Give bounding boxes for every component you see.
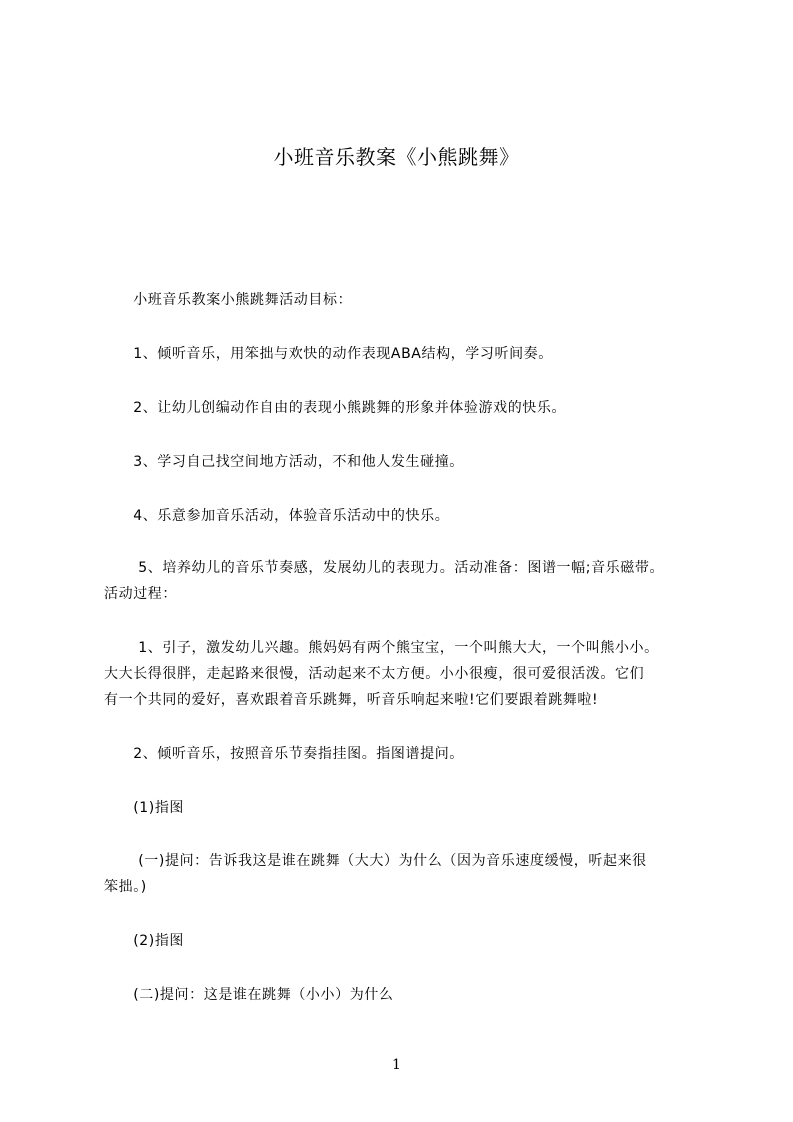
paragraph-line: 3、学习自己找空间地方活动，不和他人发生碰撞。 <box>104 454 464 470</box>
paragraph-line: 2、倾听音乐，按照音乐节奏指挂图。指图谱提问。 <box>104 746 464 762</box>
paragraph-line: (一)提问：告诉我这是谁在跳舞（大大）为什么（因为音乐速度缓慢，听起来很 <box>104 853 647 869</box>
paragraph-line: 1、引子，激发幼儿兴趣。熊妈妈有两个熊宝宝，一个叫熊大大，一个叫熊小小。 <box>104 640 659 656</box>
paragraph-question-1 <box>104 848 719 900</box>
paragraph-line: (1)指图 <box>104 800 185 816</box>
document-title: 小班音乐教案《小熊跳舞》 <box>273 145 520 169</box>
page-number: 1 <box>392 1057 401 1073</box>
paragraph-objective-3 <box>104 449 719 475</box>
paragraph-objective-1 <box>104 341 719 367</box>
paragraph-line: 4、乐意参加音乐活动，体验音乐活动中的快乐。 <box>104 508 450 524</box>
paragraph-line: 2、让幼儿创编动作自由的表现小熊跳舞的形象并体验游戏的快乐。 <box>104 400 567 416</box>
paragraph-objectives-heading <box>104 287 719 313</box>
paragraph-line: 活动过程： <box>104 586 177 602</box>
paragraph-line: 1、倾听音乐，用笨拙与欢快的动作表现ABA结构，学习听间奏。 <box>104 346 553 362</box>
paragraph-line: (2)指图 <box>104 933 185 949</box>
paragraph-line: (二)提问：这是谁在跳舞（小小）为什么 <box>104 987 394 1003</box>
paragraph-objective-5 <box>104 555 719 607</box>
paragraph-process-step-2 <box>104 741 719 767</box>
paragraph-line: 大大长得很胖，走起路来很慢，活动起来不太方便。小小很瘦，很可爱很活泼。它们 <box>104 666 645 682</box>
paragraph-line: 笨拙。) <box>104 879 147 895</box>
paragraph-question-2 <box>104 982 719 1008</box>
paragraph-process-intro <box>104 635 719 713</box>
paragraph-line: 5、培养幼儿的音乐节奏感，发展幼儿的表现力。活动准备：图谱一幅;音乐磁带。 <box>104 560 665 576</box>
paragraph-line: 有一个共同的爱好，喜欢跟着音乐跳舞，听音乐响起来啦!它们要跟着跳舞啦! <box>104 692 599 708</box>
paragraph-objective-4 <box>104 503 719 529</box>
paragraph-point-chart-2 <box>104 928 719 954</box>
paragraph-point-chart-1 <box>104 795 719 821</box>
paragraph-objective-2 <box>104 395 719 421</box>
paragraph-line: 小班音乐教案小熊跳舞活动目标： <box>104 292 353 308</box>
